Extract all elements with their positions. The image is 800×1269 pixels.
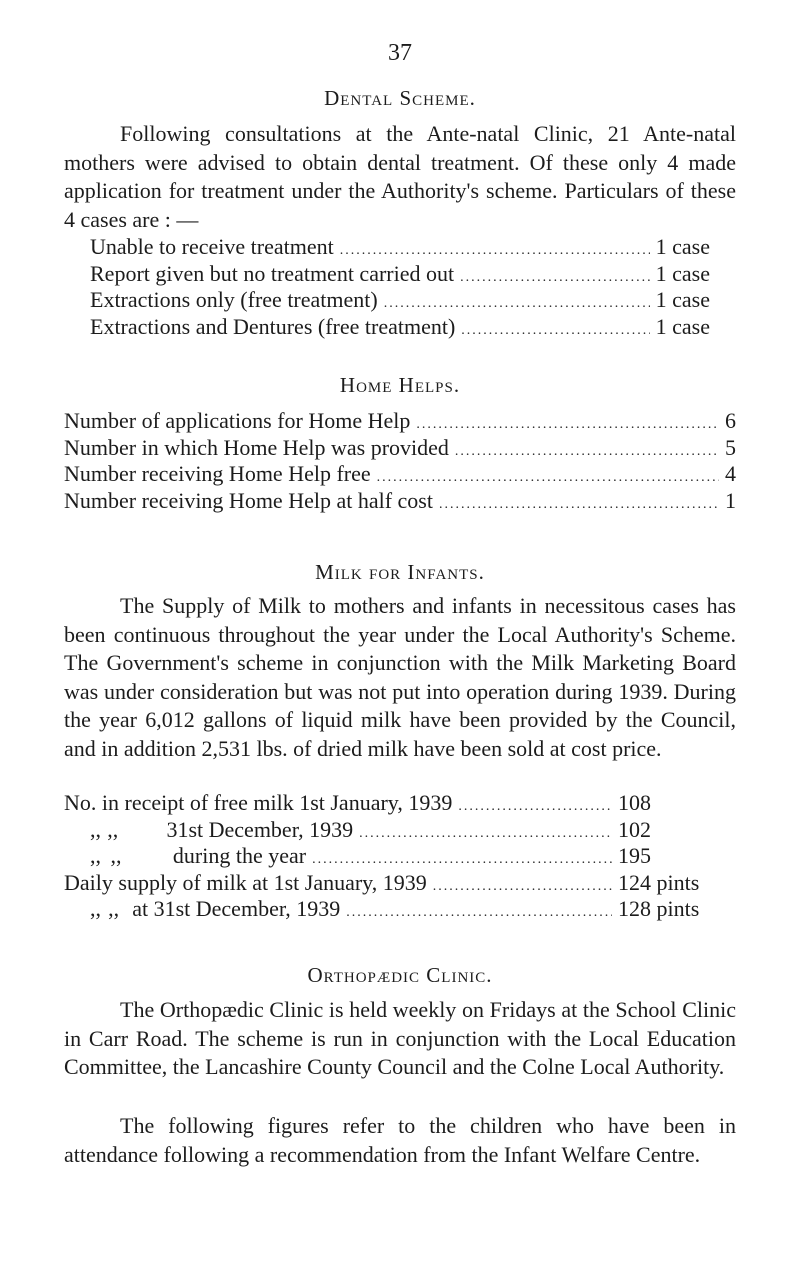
list-item: [64, 870, 736, 897]
list-item: [90, 287, 710, 314]
ditto-mark: ,,: [107, 816, 119, 842]
dental-scheme-paragraph: Following consultations at the Ante-natal Clinic, 21 Ante-natal mothers were advised to obtain dental treatment. Of these only 4 made application for treatment under the Authority's scheme. Particulars of these 4 cases are : —: [64, 121, 736, 232]
list-item: [90, 314, 710, 341]
item-value: 1: [725, 487, 736, 513]
leader-dots: [460, 265, 650, 292]
orthopaedic-paragraph-2: The following figures refer to the children who have been in attendance following a recommendation from the Infant Welfare Centre.: [64, 1113, 736, 1167]
list-item: [90, 234, 710, 261]
ditto-mark: ,,: [108, 896, 120, 921]
item-label: Number receiving Home Help at half cost: [64, 487, 433, 513]
ditto-mark: ,,: [90, 896, 101, 921]
item-label: Number in which Home Help was provided: [64, 434, 449, 460]
list-item: [64, 408, 736, 435]
item-label: Daily supply of milk at 1st January, 1939: [64, 869, 427, 895]
item-label: Number receiving Home Help free: [64, 461, 371, 486]
dental-scheme-heading: Dental Scheme.: [324, 86, 476, 110]
list-item: [64, 790, 736, 817]
leader-dots: [416, 412, 719, 439]
item-value: 4: [725, 461, 736, 486]
page-number: 37: [388, 40, 412, 66]
item-label: Report given but no treatment carried out: [90, 260, 455, 286]
leader-dots: [359, 821, 612, 848]
leader-dots: [455, 439, 719, 466]
item-label: at 31st December, 1939: [132, 896, 341, 921]
list-item: [64, 461, 736, 488]
leader-dots: [346, 900, 612, 927]
list-item: [64, 843, 736, 870]
ditto-mark: ,,: [90, 843, 101, 868]
item-value: 1 case: [655, 313, 710, 339]
milk-for-infants-heading: Milk for Infants.: [315, 560, 485, 584]
item-value: 195: [618, 843, 651, 868]
item-value: 5: [725, 434, 736, 460]
milk-for-infants-paragraph: The Supply of Milk to mothers and infants in necessitous cases has been continuous throughout the year under the Local Authority's Scheme. The Government's scheme in conjunction with the Milk Marketing Board was under consideration but was not put into operation during 1939. During the year 6,012 gallons of liquid milk have been provided by the Council, and in addition 2,531 lbs. of dried milk have been sold at cost price.: [64, 593, 736, 761]
home-helps-list: [64, 408, 736, 514]
item-value: 1 case: [655, 287, 710, 312]
orthopaedic-clinic-heading: Orthopædic Clinic.: [307, 963, 493, 987]
dental-cases-list: [90, 234, 710, 340]
list-item: [64, 896, 736, 923]
home-helps-heading: Home Helps.: [339, 373, 461, 397]
ditto-mark: ,,: [110, 843, 122, 868]
leader-dots: [433, 874, 612, 901]
item-label: No. in receipt of free milk 1st January, 1939: [64, 790, 453, 815]
list-item: [64, 435, 736, 462]
milk-figures-list: [64, 790, 736, 923]
list-item: [64, 817, 736, 844]
item-label: 31st December, 1939: [166, 816, 354, 842]
item-value: 1 case: [655, 260, 710, 286]
item-label: Extractions only (free treatment): [90, 287, 378, 312]
item-value: 128 pints: [617, 896, 700, 921]
ditto-mark: ,,: [90, 816, 101, 842]
item-value: 108: [618, 790, 651, 815]
leader-dots: [439, 492, 719, 519]
item-value: 1 case: [655, 234, 710, 259]
leader-dots: [458, 794, 612, 821]
item-label: Unable to receive treatment: [90, 234, 334, 259]
orthopaedic-paragraph-1: The Orthopædic Clinic is held weekly on Fridays at the School Clinic in Carr Road. The scheme is run in conjunction with the Local Education Committee, the Lancashire County Council and the Colne Local Authority.: [64, 997, 736, 1080]
list-item: [90, 261, 710, 288]
item-label: Number of applications for Home Help: [64, 408, 411, 433]
item-label: Extractions and Dentures (free treatment): [90, 313, 456, 339]
item-label: during the year: [172, 843, 307, 868]
item-value: 6: [725, 408, 736, 433]
leader-dots: [461, 318, 649, 345]
item-value: 102: [617, 816, 651, 842]
list-item: [64, 488, 736, 515]
item-value: 124 pints: [618, 869, 700, 895]
